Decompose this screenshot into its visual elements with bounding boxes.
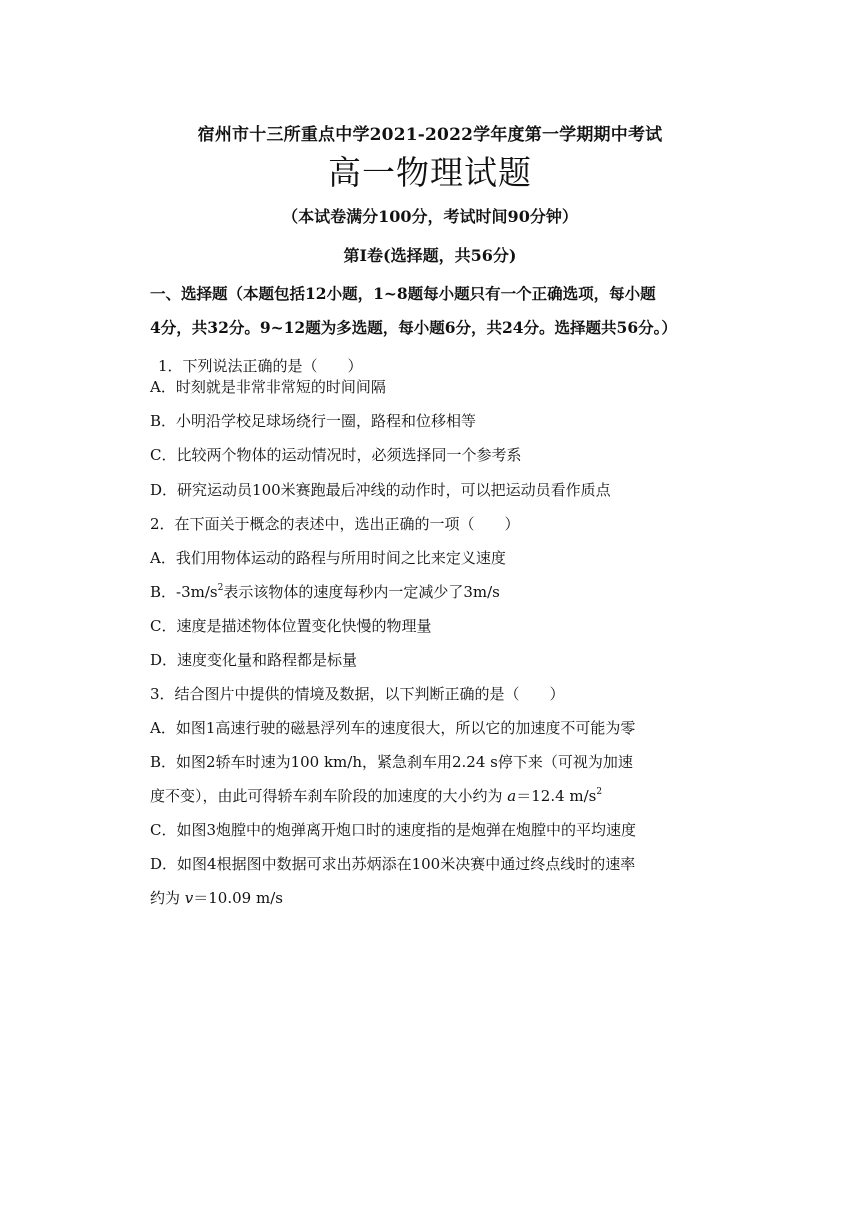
question-1-stem: 1．下列说法正确的是（ ）: [158, 357, 363, 375]
question-3-option-a: A．如图1高速行驶的磁悬浮列车的速度很大，所以它的加速度不可能为零: [150, 719, 636, 737]
section-instruction-line-1: 一、选择题（本题包括12小题，1~8题每小题只有一个正确选项，每小题: [150, 284, 656, 303]
option-d2-prefix: 约为: [150, 889, 185, 907]
velocity-variable: v: [184, 889, 194, 907]
acceleration-variable: a: [507, 787, 517, 805]
squared-superscript: 2: [217, 583, 224, 593]
option-b2-value: ＝12.4 m/s: [516, 787, 597, 805]
question-3-stem: 3．结合图片中提供的情境及数据，以下判断正确的是（ ）: [150, 685, 565, 703]
option-b-prefix: B．-3m/s: [150, 583, 218, 601]
question-2-stem: 2．在下面关于概念的表述中，选出正确的一项（ ）: [150, 515, 520, 533]
question-3-option-b-line-2: [150, 785, 720, 806]
question-1-option-b: B．小明沿学校足球场绕行一圈，路程和位移相等: [150, 412, 477, 430]
question-1-option-c: C．比较两个物体的运动情况时，必须选择同一个参考系: [150, 446, 522, 464]
question-2-option-b: [150, 581, 720, 602]
exam-note: （本试卷满分100分，考试时间90分钟）: [282, 207, 578, 226]
section-instruction-line-2: 4分，共32分。9~12题为多选题，每小题6分，共24分。选择题共56分。）: [150, 318, 677, 337]
question-3-option-b-line-1: B．如图2轿车时速为100 km/h，紧急刹车用2.24 s停下来（可视为加速: [150, 753, 633, 771]
question-2-option-d: D．速度变化量和路程都是标量: [150, 651, 358, 669]
question-1-option-d: D．研究运动员100米赛跑最后冲线的动作时，可以把运动员看作质点: [150, 481, 611, 499]
option-b-rest: 表示该物体的速度每秒内一定减少了3m/s: [223, 583, 500, 601]
question-3-option-d-line-2: [150, 887, 720, 908]
question-1-option-a: A．时刻就是非常非常短的时间间隔: [150, 378, 386, 396]
option-d2-value: ＝10.09 m/s: [193, 889, 283, 907]
school-exam-line: 宿州市十三所重点中学2021-2022学年度第一学期期中考试: [197, 125, 663, 145]
section-heading: 第Ⅰ卷(选择题，共56分): [343, 246, 517, 265]
question-3-option-c: C．如图3炮膛中的炮弹离开炮口时的速度指的是炮弹在炮膛中的平均速度: [150, 821, 637, 839]
page-title: 高一物理试题: [328, 153, 532, 192]
question-2-option-c: C．速度是描述物体位置变化快慢的物理量: [150, 617, 432, 635]
option-b2-prefix: 度不变），由此可得轿车刹车阶段的加速度的大小约为: [150, 787, 508, 805]
squared-superscript: 2: [596, 787, 603, 797]
question-3-option-d-line-1: D．如图4根据图中数据可求出苏炳添在100米决赛中通过终点线时的速率: [150, 855, 636, 873]
question-2-option-a: A．我们用物体运动的路程与所用时间之比来定义速度: [150, 549, 506, 567]
